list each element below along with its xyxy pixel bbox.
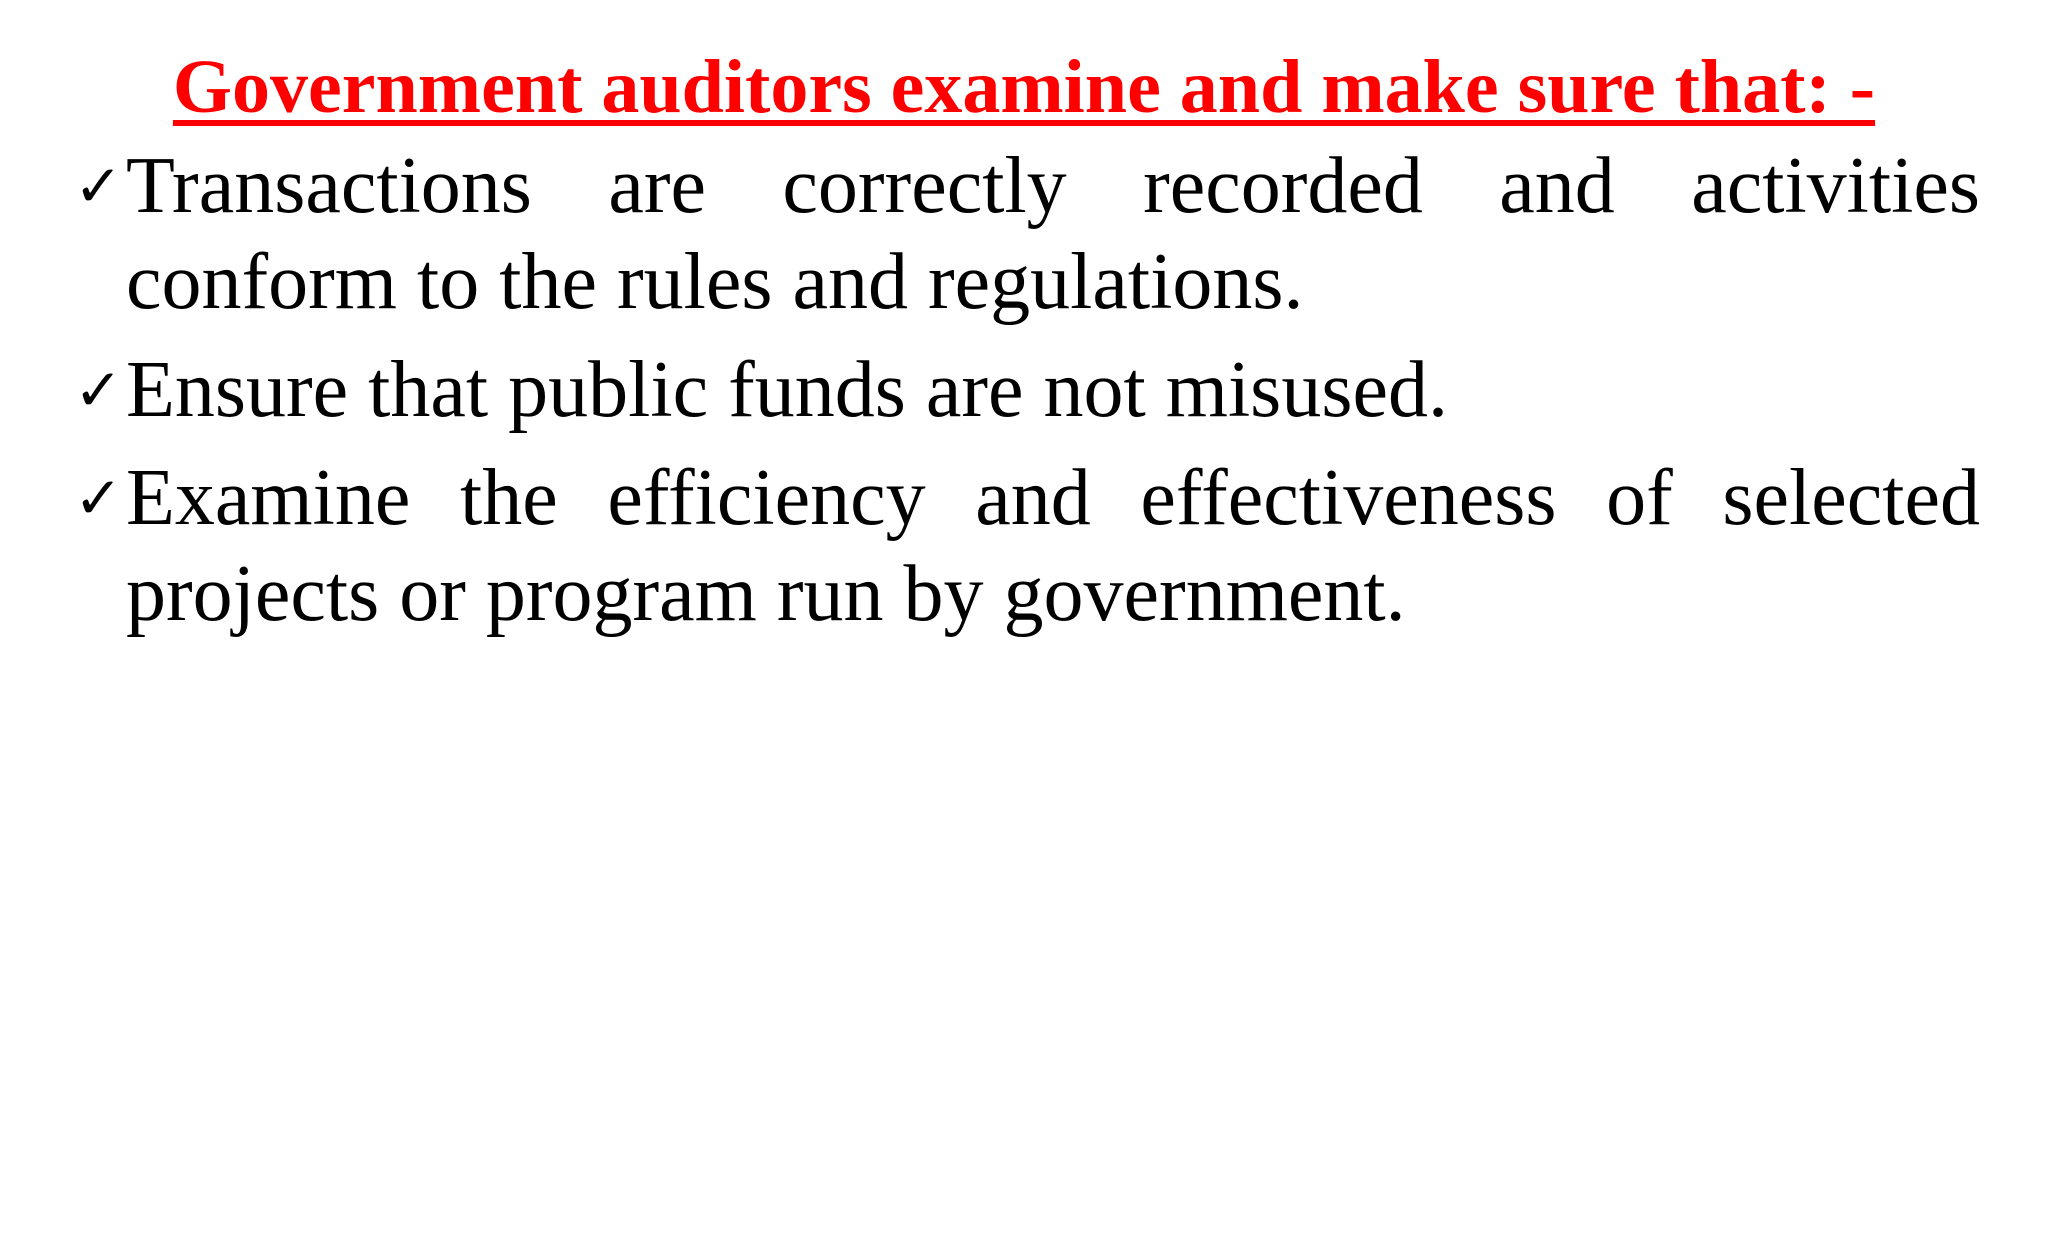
checkmark-icon: ✓	[74, 356, 123, 424]
checkmark-icon: ✓	[74, 152, 123, 220]
bullet-text: Transactions are correctly recorded and activities conform to the rules and regulations.	[126, 142, 1980, 326]
bullet-item	[72, 342, 1980, 438]
bullet-text: Examine the efficiency and effectiveness of selected projects or program run by government.	[126, 454, 1980, 638]
bullet-item	[72, 450, 1980, 642]
bullet-list	[72, 138, 1980, 654]
slide-title: Government auditors examine and make sure that: -	[172, 45, 1876, 129]
bullet-text: Ensure that public funds are not misused.	[126, 346, 1448, 434]
checkmark-icon: ✓	[74, 464, 123, 532]
bullet-item	[72, 138, 1980, 330]
